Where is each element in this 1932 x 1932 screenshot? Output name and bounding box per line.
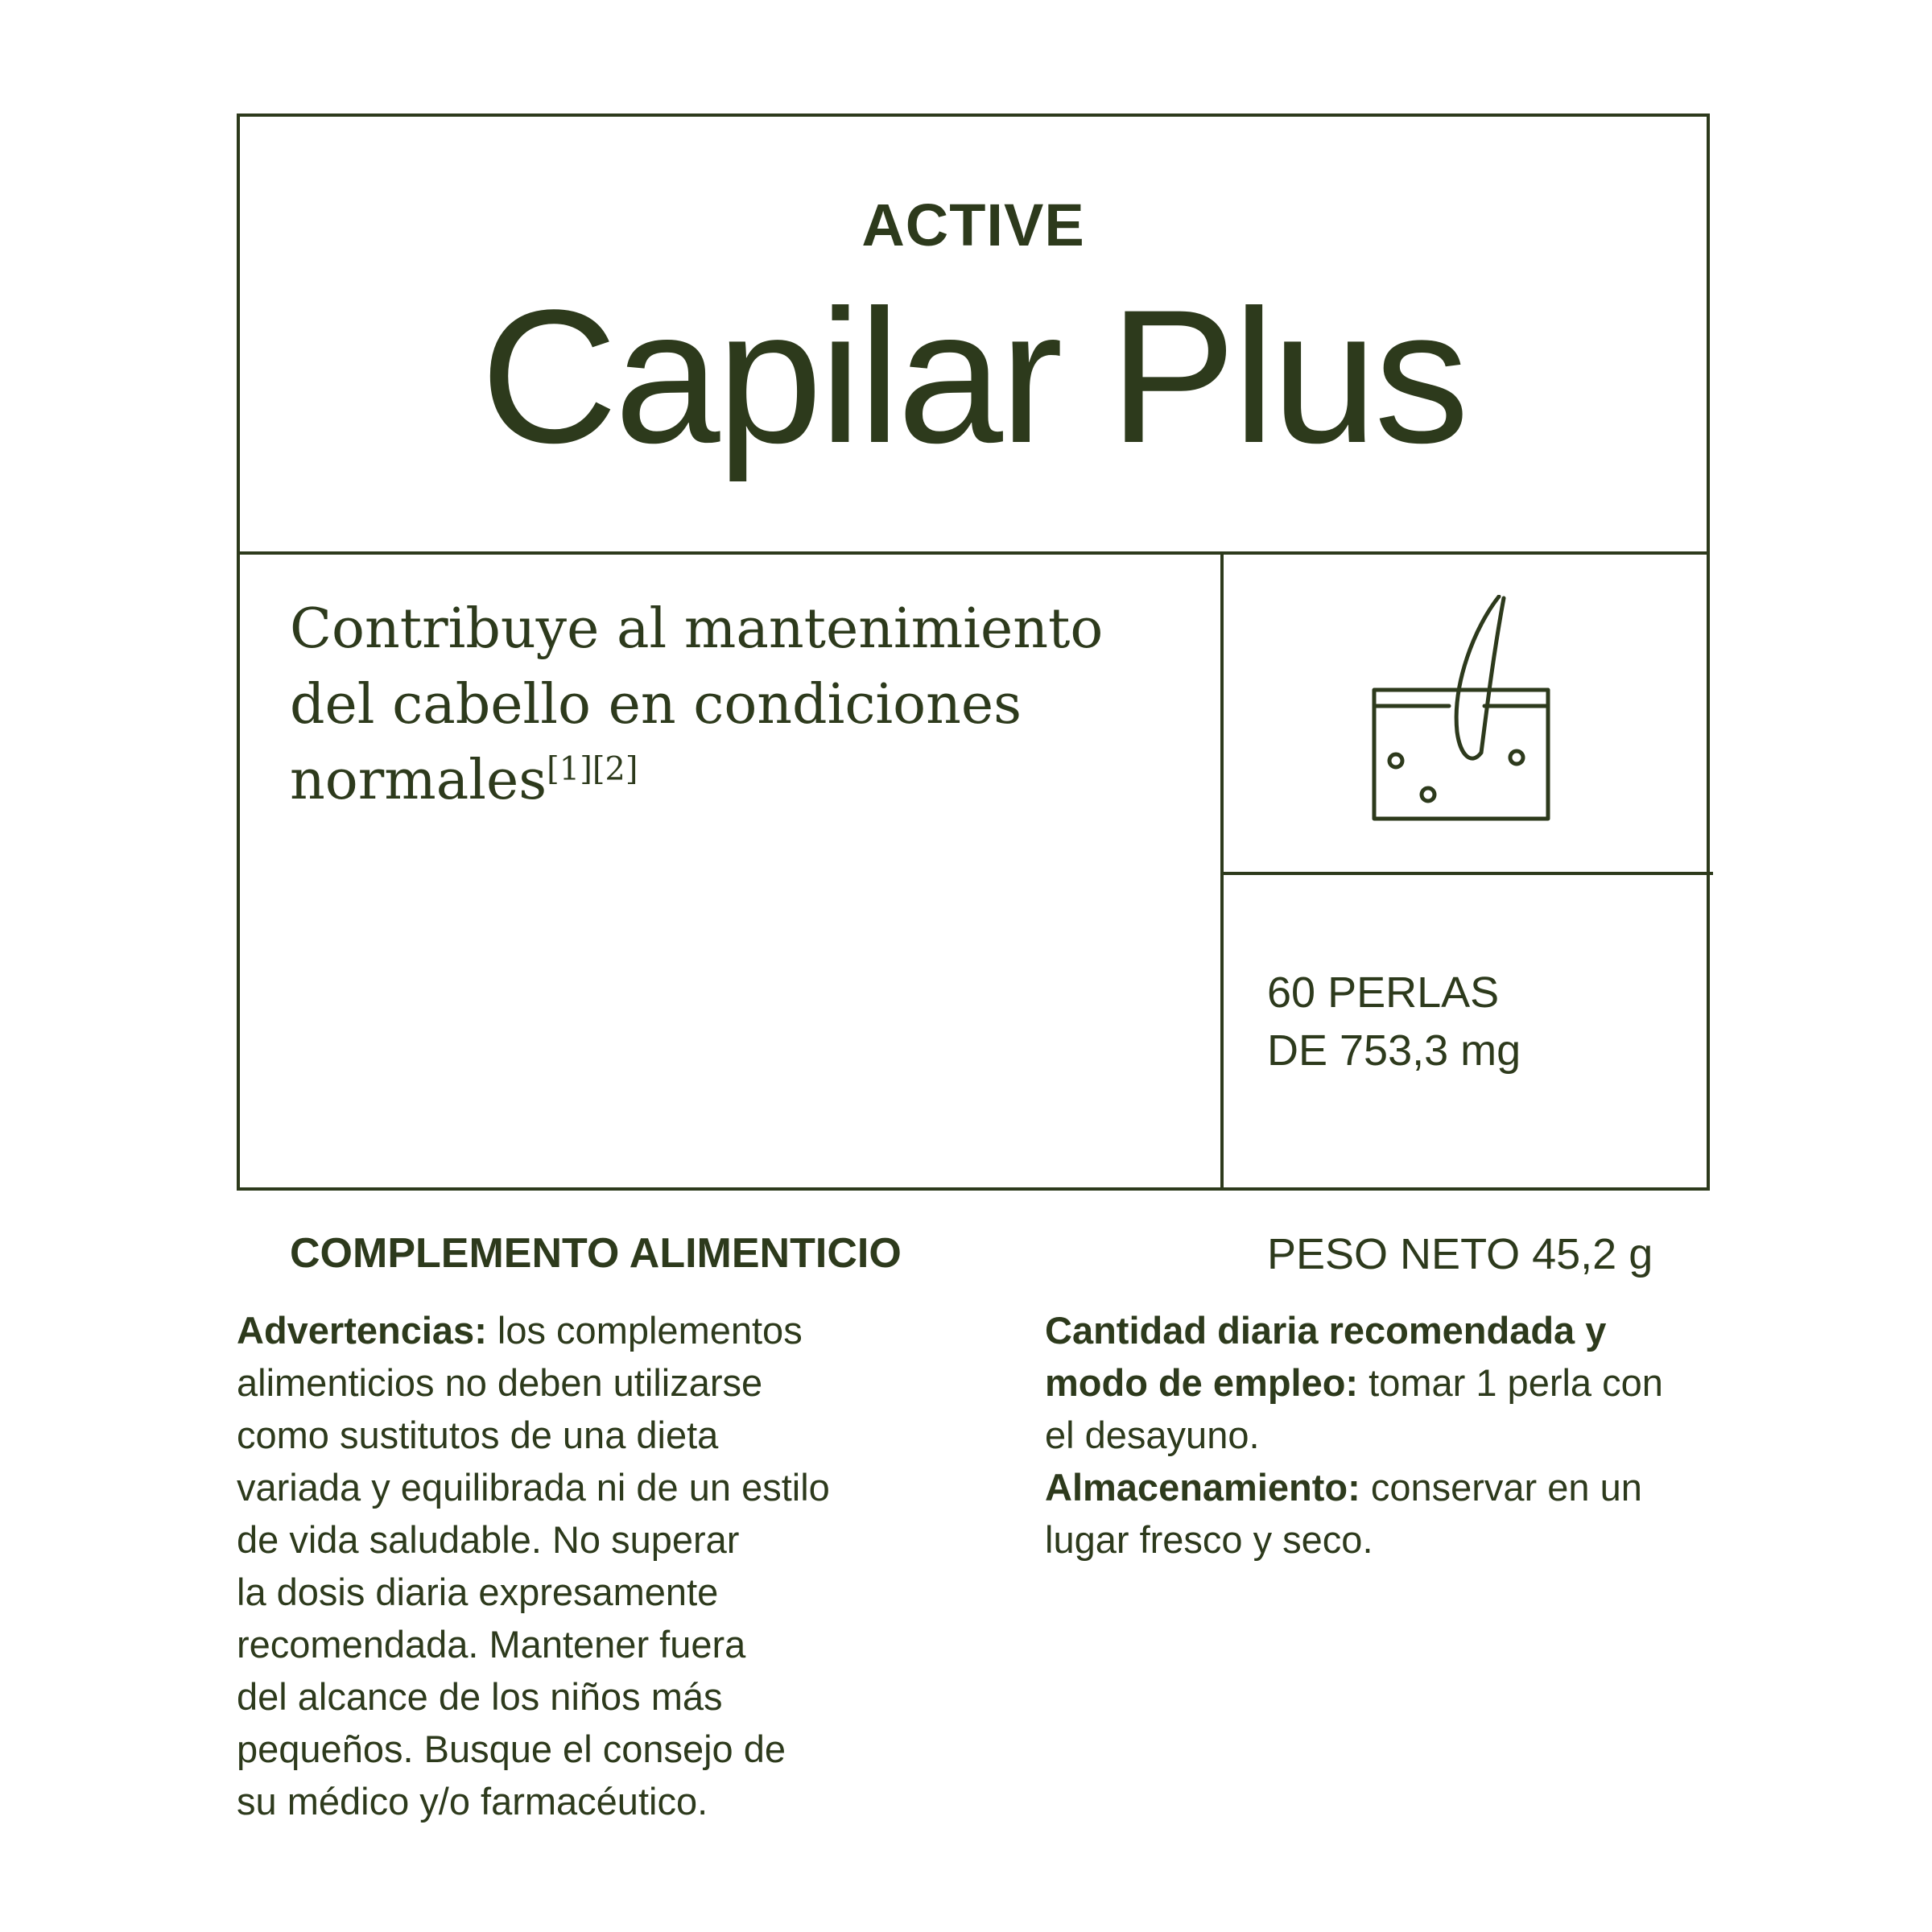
- usage-heading: modo de empleo:: [1045, 1361, 1359, 1404]
- pearl-count: [1267, 964, 1521, 1080]
- claim-line: Contribuye al mantenimiento: [290, 597, 1104, 661]
- food-type-label: COMPLEMENTO ALIMENTICIO: [290, 1230, 902, 1277]
- warnings-line: su médico y/o farmacéutico.: [237, 1780, 708, 1823]
- claim-line: del cabello en condiciones: [290, 673, 1022, 737]
- warnings-line: del alcance de los niños más: [237, 1675, 723, 1718]
- storage-heading: Almacenamiento:: [1045, 1466, 1360, 1509]
- warnings-line: alimenticios no deben utilizarse: [237, 1361, 763, 1404]
- label-header: [240, 117, 1707, 555]
- horizontal-divider: [1220, 872, 1713, 875]
- usage-line: el desayuno.: [1045, 1414, 1260, 1456]
- claim-line: [290, 743, 1175, 819]
- warnings-line: como sustitutos de una dieta: [237, 1414, 719, 1456]
- warnings-heading: Advertencias:: [237, 1309, 487, 1352]
- pearl-count-line: 60 PERLAS: [1267, 968, 1500, 1017]
- warnings-line: variada y equilibrada ni de un estilo: [237, 1466, 830, 1509]
- net-weight: PESO NETO 45,2 g: [1267, 1230, 1653, 1278]
- product-label: [237, 114, 1710, 1278]
- health-claim: [290, 592, 1175, 819]
- hair-follicle-icon: [1372, 595, 1557, 836]
- usage-section: [1045, 1304, 1753, 1566]
- warnings-first-line: [237, 1304, 929, 1356]
- claim-references: [1][2]: [547, 750, 638, 788]
- usage-line: [1045, 1304, 1753, 1356]
- brand-name: ACTIVE: [861, 192, 1085, 258]
- claim-text: normales: [290, 749, 547, 812]
- warnings-line: de vida saludable. No superar: [237, 1518, 740, 1561]
- storage-text: conservar en un: [1370, 1466, 1642, 1509]
- vertical-divider: [1220, 551, 1224, 1191]
- usage-text: tomar 1 perla con: [1368, 1361, 1663, 1404]
- pearl-weight-line: DE 753,3 mg: [1267, 1026, 1521, 1075]
- warnings-line: recomendada. Mantener fuera: [237, 1623, 746, 1666]
- usage-heading: Cantidad diaria recomendada y: [1045, 1309, 1607, 1352]
- storage-line: [1045, 1461, 1753, 1513]
- warnings-section: [237, 1304, 929, 1827]
- warnings-line: la dosis diaria expresamente: [237, 1571, 719, 1613]
- product-name: Capilar Plus: [480, 270, 1467, 483]
- storage-line: lugar fresco y seco.: [1045, 1518, 1373, 1561]
- warnings-line: pequeños. Busque el consejo de: [237, 1728, 786, 1770]
- usage-line: [1045, 1356, 1753, 1409]
- warnings-text: los complementos: [497, 1309, 803, 1352]
